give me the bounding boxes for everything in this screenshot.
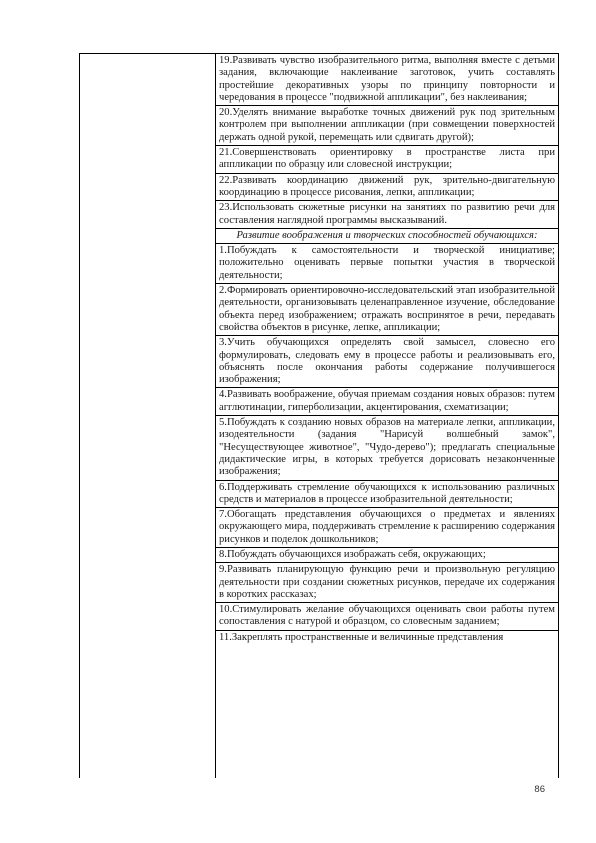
list-item: 21.Совершенствовать ориентировку в пространстве листа при аппликации по образцу или словесной инструкции; [216,146,558,174]
list-item: 22.Развивать координацию движений рук, зрительно-двигательную координацию в процессе рисования, лепки, аппликации; [216,174,558,202]
list-item: 20.Уделять внимание выработке точных движений рук под зрительным контролем при выполнении аппликации (при совмещении поверхностей держать одной рукой, перемещать или сдвигать другой); [216,106,558,146]
list-item: 8.Побуждать обучающихся изображать себя, окружающих; [216,548,558,563]
table-left-column [80,54,216,778]
list-item: 3.Учить обучающихся определять свой замысел, словесно его формулировать, следовать ему в процессе работы и реализовывать его, объяснять после окончания работы содержание получившегося изображения; [216,336,558,388]
section-heading: Развитие воображения и творческих способностей обучающихся: [216,229,558,244]
list-item: 2.Формировать ориентировочно-исследовательский этап изобразительной деятельности, организовывать целенаправленное изучение, обследование объекта перед изображением; отражать воспринятое в речи, передавать свойства объектов в рисунке, лепке, аппликации; [216,284,558,336]
list-item: 5.Побуждать к созданию новых образов на материале лепки, аппликации, изодеятельности (задания "Нарисуй волшебный замок", "Несуществующее животное", "Чудо-дерево"); предлагать специальные дидактические игры, в которых требуется дорисовать незаконченные изображения; [216,416,558,480]
list-item: 4.Развивать воображение, обучая приемам создания новых образов: путем агглютинации, гиперболизации, акцентирования, схематизации; [216,388,558,416]
list-item: 10.Стимулировать желание обучающихся оценивать свои работы путем сопоставления с натурой и образцом, со словесным заданием; [216,603,558,631]
table-right-column [216,54,558,778]
content-table [79,53,559,778]
list-item: 19.Развивать чувство изобразительного ритма, выполняя вместе с детьми задания, включающие наклеивание заготовок, учить составлять простейшие декоративных узоры по принципу повторности и чередования в процессе "подвижной аппликации", без наклеивания; [216,54,558,106]
list-item: 23.Использовать сюжетные рисунки на занятиях по развитию речи для составления наглядной программы высказываний. [216,201,558,229]
list-item: 1.Побуждать к самостоятельности и творческой инициативе; положительно оценивать первые попытки участия в творческой деятельности; [216,244,558,284]
list-item: 6.Поддерживать стремление обучающихся к использованию различных средств и материалов в процессе изобразительной деятельности; [216,481,558,509]
list-item: 9.Развивать планирующую функцию речи и произвольную регуляцию деятельности при создании сюжетных рисунков, передаче их содержания в коротких рассказах; [216,563,558,603]
page-number: 86 [534,784,545,795]
list-item: 11.Закреплять пространственные и величинные представления [219,631,504,643]
list-item: 7.Обогащать представления обучающихся о предметах и явлениях окружающего мира, поддерживать стремление к расширению содержания рисунков и поделок дошкольников; [216,508,558,548]
